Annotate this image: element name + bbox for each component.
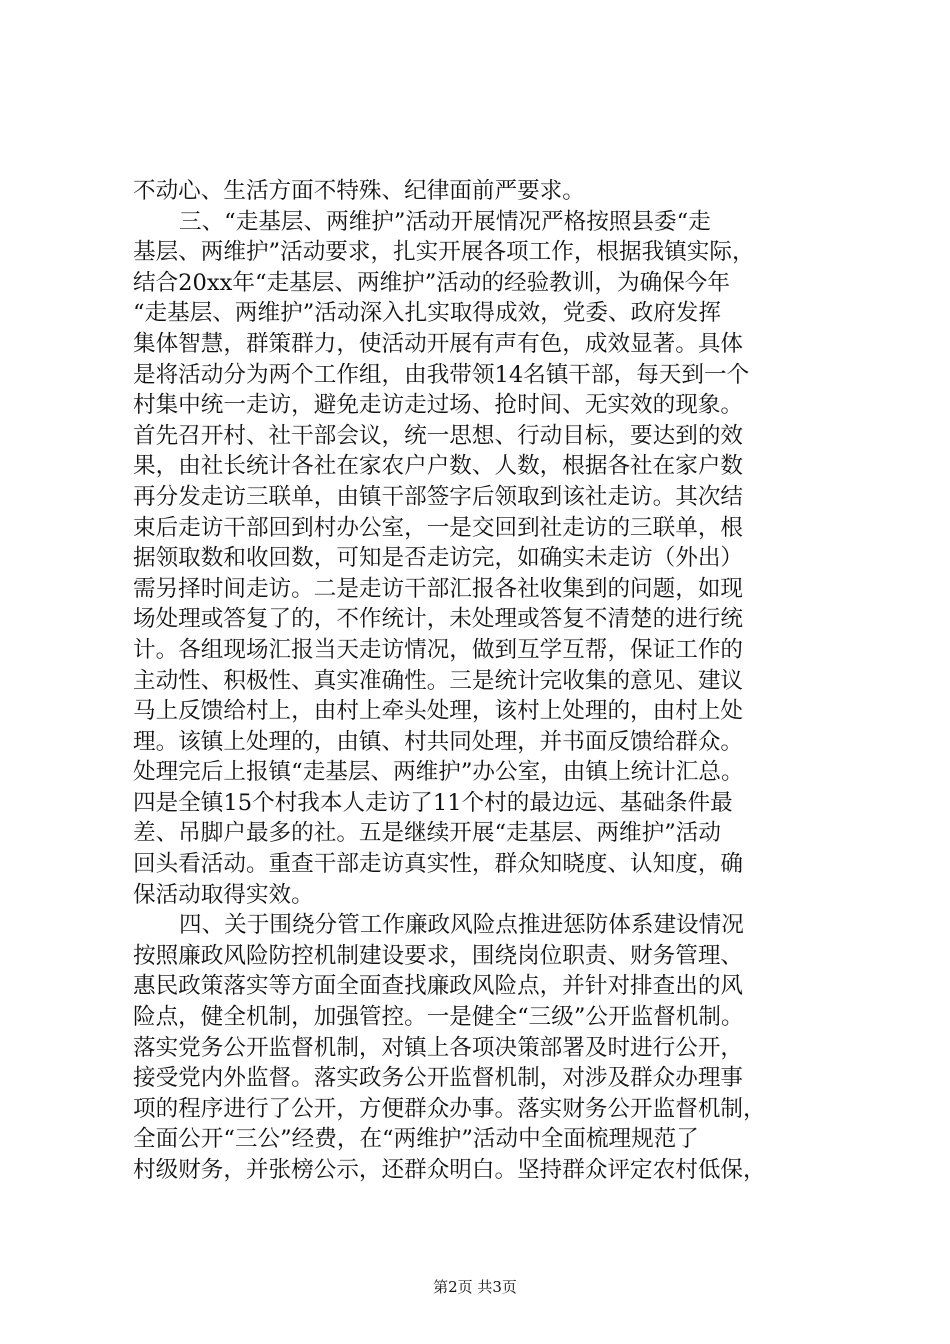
text-line: 保活动取得实效。 xyxy=(133,881,314,908)
text-line: 落实党务公开监督机制，对镇上各项决策部署及时进行公开， xyxy=(133,1034,744,1061)
text-line: 接受党内外监督。落实政务公开监督机制，对涉及群众办理事 xyxy=(133,1065,744,1092)
text-line: 按照廉政风险防控机制建设要求，围绕岗位职责、财务管理、 xyxy=(133,942,744,969)
text-line: “走基层、两维护”活动深入扎实取得成效，党委、政府发挥 xyxy=(133,300,721,327)
text-line: 回头看活动。重查干部走访真实性，群众知晓度、认知度，确 xyxy=(133,851,744,878)
text-line: 场处理或答复了的，不作统计，未处理或答复不清楚的进行统 xyxy=(133,606,744,633)
text-line: 主动性、积极性、真实准确性。三是统计完收集的意见、建议 xyxy=(133,667,744,694)
text-line: 理。该镇上处理的，由镇、村共同处理，并书面反馈给群众。 xyxy=(133,728,744,755)
text-line: 马上反馈给村上，由村上牵头处理，该村上处理的，由村上处 xyxy=(133,698,744,725)
text-line: 再分发走访三联单，由镇干部签字后领取到该社走访。其次结 xyxy=(133,483,744,510)
text-line: 项的程序进行了公开，方便群众办事。落实财务公开监督机制， xyxy=(133,1095,766,1122)
text-line: 惠民政策落实等方面全面查找廉政风险点，并针对排查出的风 xyxy=(133,973,744,1000)
text-line: 四、关于围绕分管工作廉政风险点推进惩防体系建设情况 xyxy=(179,912,744,939)
text-line: 三、“走基层、两维护”活动开展情况严格按照县委“走 xyxy=(179,208,711,235)
text-line: 基层、两维护”活动要求，扎实开展各项工作，根据我镇实际， xyxy=(133,239,755,266)
text-line: 首先召开村、社干部会议，统一思想、行动目标，要达到的效 xyxy=(133,422,744,449)
text-line: 计。各组现场汇报当天走访情况，做到互学互帮，保证工作的 xyxy=(133,636,744,663)
page-footer: 第2页 共3页 xyxy=(433,1278,517,1296)
text-line: 果，由社长统计各社在家农户户数、人数，根据各社在家户数 xyxy=(133,453,744,480)
text-line: 四是全镇15个村我本人走访了11个村的最边远、基础条件最 xyxy=(133,789,733,816)
document-body xyxy=(133,176,853,1186)
text-line: 束后走访干部回到村办公室，一是交回到社走访的三联单，根 xyxy=(133,514,744,541)
text-line: 据领取数和收回数，可知是否走访完，如确实未走访（外出） xyxy=(133,545,744,572)
text-line: 处理完后上报镇“走基层、两维护”办公室，由镇上统计汇总。 xyxy=(133,759,744,786)
text-line: 集体智慧，群策群力，使活动开展有声有色，成效显著。具体 xyxy=(133,330,744,357)
text-line: 差、吊脚户最多的社。五是继续开展“走基层、两维护”活动 xyxy=(133,820,721,847)
text-line: 是将活动分为两个工作组，由我带领14名镇干部，每天到一个 xyxy=(133,361,750,388)
text-line: 村集中统一走访，避免走访走过场、抢时间、无实效的现象。 xyxy=(133,392,744,419)
text-line: 险点，健全机制，加强管控。一是健全“三级”公开监督机制。 xyxy=(133,1004,744,1031)
text-line: 村级财务，并张榜公示，还群众明白。坚持群众评定农村低保， xyxy=(133,1157,766,1183)
text-line: 全面公开“三公”经费，在“两维护”活动中全面梳理规范了 xyxy=(133,1126,699,1153)
text-line: 结合20xx年“走基层、两维护”活动的经验教训，为确保今年 xyxy=(133,269,730,296)
text-line: 需另择时间走访。二是走访干部汇报各社收集到的问题，如现 xyxy=(133,575,744,602)
text-line: 不动心、生活方面不特殊、纪律面前严要求。 xyxy=(133,178,585,204)
